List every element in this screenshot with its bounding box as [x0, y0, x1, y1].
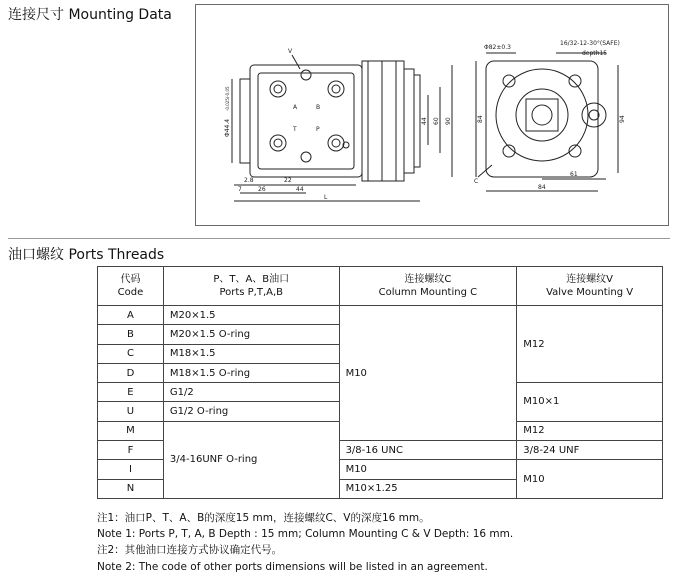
note-2-cn: 注2：其他油口连接方式协议确定代号。 [97, 544, 283, 557]
label-dim-60: 60 [433, 117, 440, 125]
label-dim-84-left: 84 [477, 115, 484, 123]
label-phi82: Φ82±0.3 [484, 44, 511, 51]
column-cell: 3/8-16 UNC [339, 441, 517, 460]
valve-cell: 3/8-24 UNF [517, 441, 663, 460]
code-cell: U [98, 402, 164, 421]
code-cell: C [98, 344, 164, 363]
code-cell: A [98, 306, 164, 325]
label-t: T [293, 126, 297, 133]
section-divider [8, 238, 670, 239]
label-dim-44: 44 [421, 117, 428, 125]
code-cell: N [98, 479, 164, 498]
note-1-cn: 注1：油口P、T、A、B的深度15 mm，连接螺纹C、V的深度16 mm。 [97, 512, 430, 524]
port-cell: M18×1.5 O-ring [163, 363, 339, 382]
valve-cell: M12 [517, 421, 663, 440]
label-dim-44-h: 44 [296, 186, 304, 193]
code-cell: F [98, 441, 164, 460]
ports-threads-heading: 油口螺纹 Ports Threads [8, 247, 165, 263]
ports-threads-table [97, 266, 663, 499]
table-row [98, 306, 663, 325]
port-cell: M20×1.5 O-ring [163, 325, 339, 344]
header-ports: P、T、A、B油口 Ports P,T,A,B [163, 267, 339, 306]
port-cell: M18×1.5 [163, 344, 339, 363]
label-dim-90: 90 [445, 117, 452, 125]
label-dim-84-bottom: 84 [538, 184, 546, 191]
notes [97, 510, 513, 575]
valve-cell: M12 [517, 306, 663, 383]
label-spline: 16/32-12-30°(SAFE) [560, 40, 620, 47]
label-dim-2-8: 2.8 [244, 177, 254, 184]
label-a: A [293, 104, 298, 111]
column-cell: M10 [339, 460, 517, 479]
label-c: C [474, 178, 479, 185]
header-code: 代码 Code [98, 267, 164, 306]
label-dim-l: L [324, 194, 328, 201]
code-cell: I [98, 460, 164, 479]
label-depth: depth15 [582, 50, 608, 57]
note-2-en: Note 2: The code of other ports dimensions will be listed in an agreement. [97, 560, 488, 573]
label-dim-26: 26 [258, 186, 266, 193]
label-b: B [316, 104, 321, 111]
mounting-drawing [196, 5, 668, 225]
label-dim-61: 61 [570, 171, 578, 178]
port-cell: G1/2 [163, 383, 339, 402]
mounting-data-heading: 连接尺寸 Mounting Data [8, 7, 172, 23]
label-dim-94: 94 [619, 115, 626, 123]
label-diameter-tolerance: -0.025/-0.05 [225, 86, 230, 111]
table-header-row [98, 267, 663, 306]
label-dim-7: 7 [238, 186, 242, 193]
port-cell: G1/2 O-ring [163, 402, 339, 421]
header-valve-mounting: 连接螺纹V Valve Mounting V [517, 267, 663, 306]
code-cell: M [98, 421, 164, 440]
label-v: V [288, 48, 293, 55]
port-cell: M20×1.5 [163, 306, 339, 325]
valve-cell: M10 [517, 460, 663, 499]
label-p: P [316, 126, 320, 133]
header-column-mounting: 连接螺纹C Column Mounting C [339, 267, 517, 306]
port-cell: 3/4-16UNF O-ring [163, 421, 339, 498]
valve-cell: M10×1 [517, 383, 663, 422]
code-cell: B [98, 325, 164, 344]
column-cell: M10×1.25 [339, 479, 517, 498]
label-diameter: Φ44.4 [224, 118, 231, 137]
column-cell: M10 [339, 306, 517, 441]
label-dim-22: 22 [284, 177, 292, 184]
code-cell: D [98, 363, 164, 382]
code-cell: E [98, 383, 164, 402]
note-1-en: Note 1: Ports P, T, A, B Depth : 15 mm; Column Mounting C & V Depth: 16 mm. [97, 528, 514, 541]
